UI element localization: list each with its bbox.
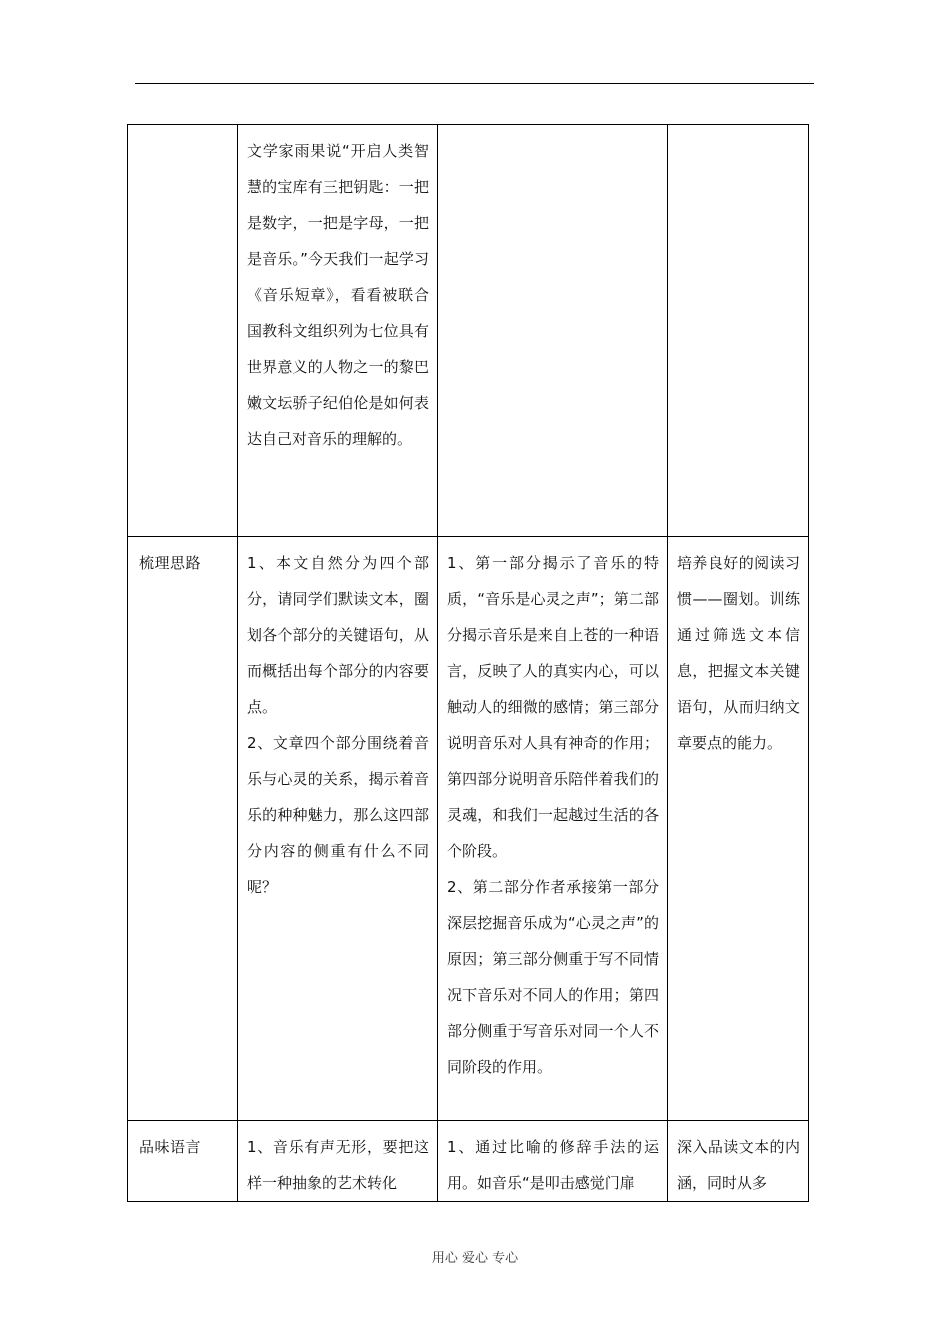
student-activity-cell: [438, 125, 668, 537]
design-intent-cell: [668, 537, 809, 1121]
cell-paragraph: 1、本文自然分为四个部分，请同学们默读文本，圈划各个部分的关键语句，从而概括出每个部分的内容要点。: [247, 554, 429, 716]
cell-paragraph: 深入品读文本的内涵，同时从多: [677, 1138, 800, 1192]
cell-paragraph: 2、第二部分作者承接第一部分深层挖掘音乐成为“心灵之声”的原因；第三部分侧重于写不同情况下音乐对不同人的作用；第四部分侧重于写音乐对同一个人不同阶段的作用。: [447, 878, 659, 1076]
cell-paragraph: 培养良好的阅读习惯——圈划。训练通过筛选文本信息，把握文本关键语句，从而归纳文章要点的能力。: [677, 554, 800, 752]
teacher-activity-cell: [238, 537, 438, 1121]
lesson-plan-table: [127, 124, 809, 1202]
cell-paragraph: 1、第一部分揭示了音乐的特质，“音乐是心灵之声”；第二部分揭示音乐是来自上苍的一种语言，反映了人的真实内心，可以触动人的细微的感情；第三部分说明音乐对人具有神奇的作用；第四部分说明音乐陪伴着我们的灵魂，和我们一起越过生活的各个阶段。: [447, 554, 659, 860]
row-label: 品味语言: [128, 1121, 238, 1202]
table-row-sort-ideas: [128, 537, 809, 1121]
row-label: 梳理思路: [128, 537, 238, 1121]
design-intent-cell: [668, 125, 809, 537]
teacher-activity-cell: [238, 1121, 438, 1202]
cell-paragraph: 1、通过比喻的修辞手法的运用。如音乐“是叩击感觉门扉: [447, 1138, 659, 1192]
student-activity-cell: [438, 1121, 668, 1202]
cell-paragraph: 2、文章四个部分围绕着音乐与心灵的关系，揭示着音乐的种种魅力，那么这四部分内容的侧重有什么不同呢？: [247, 734, 429, 896]
row-label: [128, 125, 238, 537]
cell-paragraph: 1、音乐有声无形，要把这样一种抽象的艺术转化: [247, 1138, 429, 1192]
student-activity-cell: [438, 537, 668, 1121]
table-row-taste-language: [128, 1121, 809, 1202]
cell-paragraph: 文学家雨果说“开启人类智慧的宝库有三把钥匙：一把是数字，一把是字母，一把是音乐。”今天我们一起学习《音乐短章》，看看被联合国教科文组织列为七位具有世界意义的人物之一的黎巴嫩文坛骄子纪伯伦是如何表达自己对音乐的理解的。: [247, 142, 429, 448]
header-rule: [135, 83, 814, 84]
teacher-activity-cell: [238, 125, 438, 537]
design-intent-cell: [668, 1121, 809, 1202]
page-footer: 用心 爱心 专心: [431, 1251, 519, 1266]
table-row-intro: [128, 125, 809, 537]
